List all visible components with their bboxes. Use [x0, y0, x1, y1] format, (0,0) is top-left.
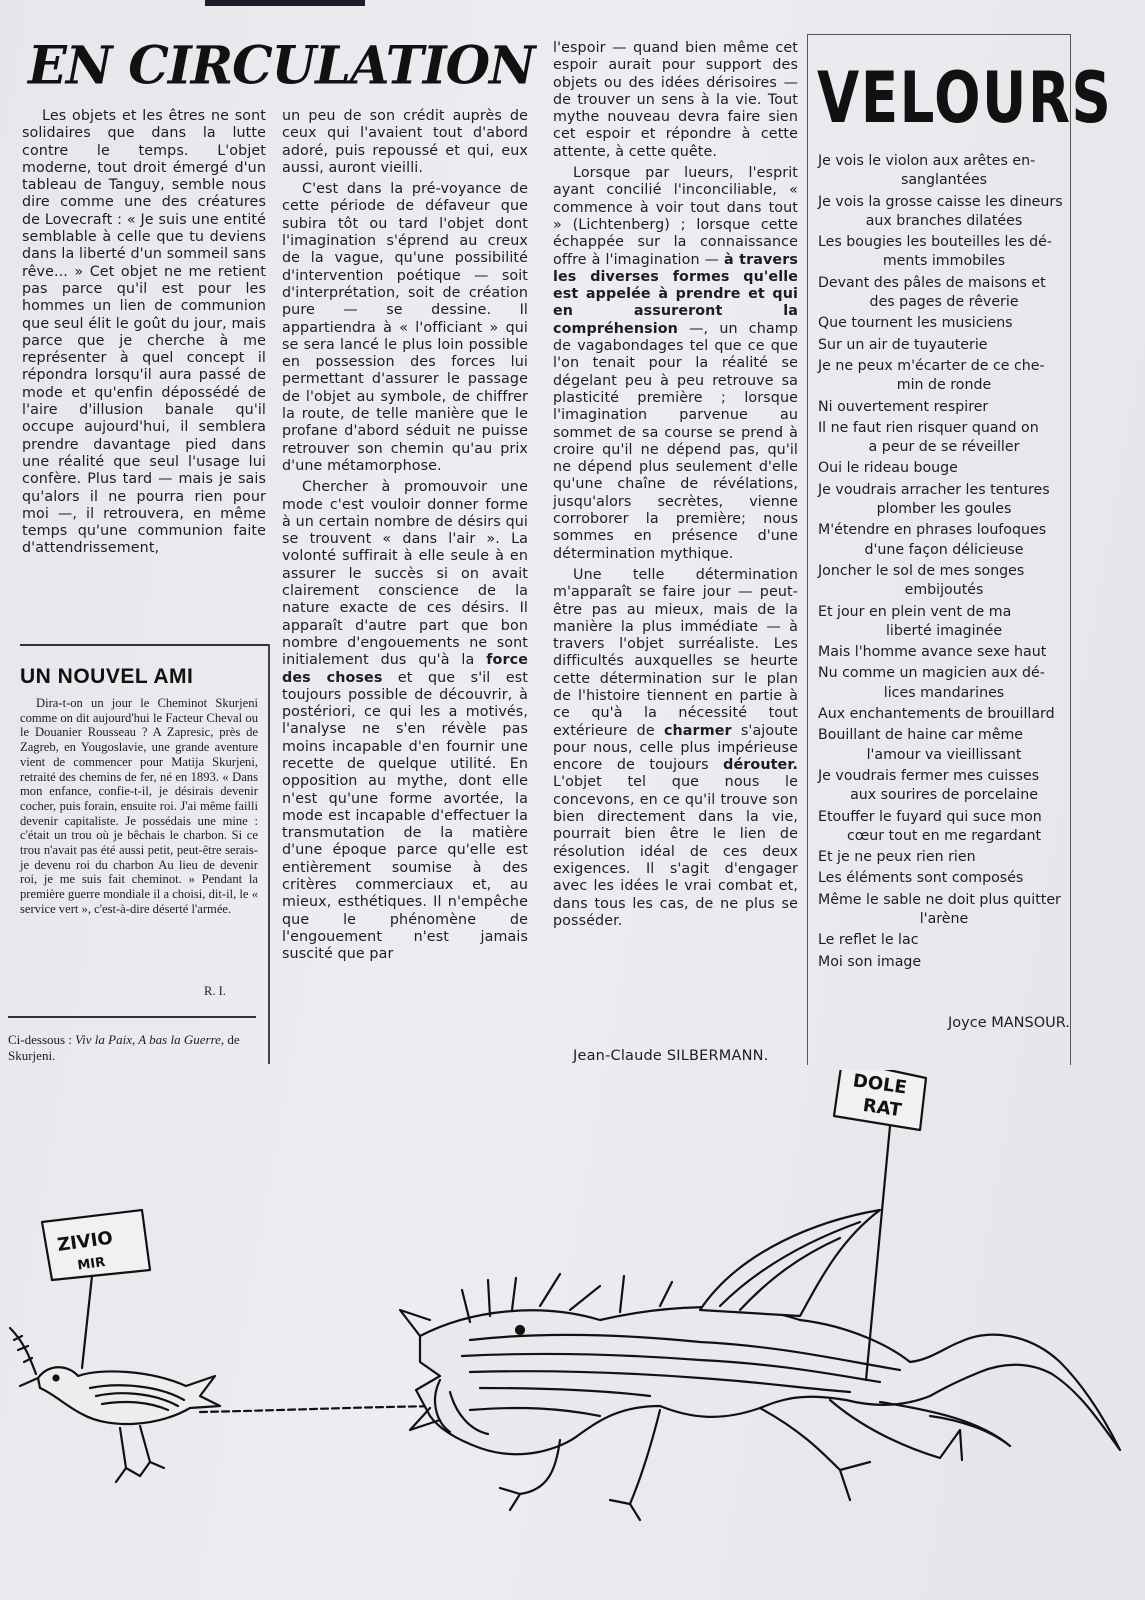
sidebar-initials: R. I. [204, 984, 226, 998]
poem-line-continuation: min de ronde [896, 377, 992, 394]
poem-line-continuation: aux branches dilatées [865, 212, 1023, 229]
poem-line-continuation: l'amour va vieillissant [866, 746, 1022, 763]
divider-rule [20, 644, 268, 646]
poem-line-continuation: liberté imaginée [885, 622, 1003, 639]
sign-left-text-1: ZIVIO [55, 1227, 115, 1257]
poem-line: Et je ne peux rien rien [818, 849, 976, 866]
article-paragraph: l'espoir — quand bien même cet espoir aurait pour support des objets ou des idées dérisoires — de trouver un sens à la vie. Tout mythe nouveau devra faire sien cet espoir et répondre à cette attente, à cette quête. [553, 40, 798, 160]
dove-figure [10, 1328, 220, 1482]
poem-line: Joncher le sol de mes songes [818, 562, 1025, 579]
article-title: EN CIRCULATION [28, 35, 535, 97]
article-paragraph: Lorsque par lueurs, l'esprit ayant concilié l'inconciliable, « commence à voir tout dans tout » (Lichtenberg) ; lorsque cette échappée sur la connaissance offre à l'imagination — à travers les diverses formes qu'elle est appelée à prendre et qui en assureront la compréhension —, un champ de vagabondages tel que ce que l'on tenait pour la réalité se dégelant peu à peu retrouve sa plasticité première ; lorsque l'imagination parvenue au sommet de sa course se prend à croire qu'il ne dépend pas, qu'il ne dépend plus seulement d'elle qu'une chaîne de révélations, jusqu'alors secrètes, vienne corroborer la première; nous sommes en présence d'une détermination mythique. [553, 165, 798, 562]
bold-phrase: charmer [663, 722, 732, 739]
sign-left [42, 1210, 150, 1368]
sidebar-title: UN NOUVEL AMI [20, 665, 194, 688]
article-column-3 [553, 40, 798, 930]
poem-line: Le reflet le lac [818, 932, 919, 949]
poem-line: Je vois la grosse caisse les dineurs [818, 193, 1063, 210]
poem-line-continuation: d'une façon délicieuse [864, 541, 1024, 558]
poem-line: Moi son image [818, 953, 922, 970]
poem-line: Je voudrais fermer mes cuisses [818, 767, 1040, 784]
bold-phrase: force des choses [282, 652, 528, 686]
poem-line: Aux enchantements de brouillard [818, 706, 1055, 723]
divider-rule [268, 644, 270, 1064]
poem-line-continuation: a peur de se réveiller [868, 439, 1020, 456]
sign-right-text-1: DOLE [851, 1070, 908, 1099]
poem-line: Les éléments sont composés [818, 870, 1024, 887]
poem-line: Nu comme un magicien aux dé- [818, 665, 1045, 682]
poem-line: Il ne faut rien risquer quand on [818, 419, 1039, 436]
article-paragraph: Les objets et les êtres ne sont solidaires que dans la lutte contre le temps. L'objet moderne, tout droit émergé d'un tableau de Tanguy, semble nous dire comme une des créatures de Lovecraft : « Je suis une entité semblable à celle que tu deviens dans la liberté d'un sommeil sans rêve... » Cet objet ne me retient pas parce qu'il est pour les hommes un lien de communion que seul élit le goût du jour, mais parce que je cherche à me représenter à quel concept il répondra lorsqu'il aura passé de mode et qu'enfin dépossédé de l'aire d'illusion banale qu'il occupe aujourd'hui, il semblera prendre davantage pied dans une réalité que seul l'usage lui confère. Plus tard — mais je sais qu'alors il ne pourra rien pour moi —, il retrouvera, en même temps qu'une communion faite d'attendrissement, [22, 108, 266, 557]
poem-line: Je vois le violon aux arêtes en- [818, 153, 1036, 169]
skurjeni-drawing [0, 1070, 1145, 1600]
poem-line: Oui le rideau bouge [818, 460, 958, 477]
article-signature: Jean-Claude SILBERMANN. [573, 1048, 769, 1064]
sidebar-text-block [20, 696, 258, 917]
poem-line: Devant des pâles de maisons et [818, 274, 1046, 291]
poem-line: Même le sable ne doit plus quitter [818, 891, 1061, 908]
top-edge-bar [205, 0, 365, 6]
poem-line-continuation: ments immobiles [882, 253, 1006, 270]
poem-line-continuation: plomber les goules [876, 501, 1012, 518]
poem-line-continuation: lices mandarines [883, 684, 1005, 701]
article-paragraph: C'est dans la pré-voyance de cette période de défaveur que subira tôt ou tard l'objet dont l'imagination s'éprend au creux de la vague, qu'une possibilité d'intervention poétique — soit d'interprétation, soit de création pure — se dessine. Il appartiendra à « l'officiant » qui se sera lancé le plus loin possible en possession des forces lui permettant d'assurer le passage de l'objet au symbole, de chiffrer la route, de telle manière que le profane d'abord séduit ne puisse retrouver son chemin qu'au prix d'une métamorphose. [282, 181, 528, 474]
bold-phrase: dérouter. [723, 757, 798, 774]
poem-title: VELOURS [817, 57, 1113, 139]
poem-line: Les bougies les bouteilles les dé- [818, 234, 1052, 251]
poem-line: Et jour en plein vent de ma [818, 603, 1012, 620]
poem-line-gap [818, 972, 1070, 974]
poem-line: Que tournent les musiciens [818, 315, 1013, 332]
poem-line-continuation: des pages de rêverie [869, 294, 1019, 311]
article-column-1 [22, 108, 266, 558]
sign-left-text-2: MIR [76, 1254, 107, 1274]
sign-right-text-2: RAT [861, 1094, 903, 1122]
poem-line-continuation: l'arène [919, 910, 969, 927]
poem-line: Etouffer le fuyard qui suce mon [818, 808, 1042, 825]
poem-line: Je ne peux m'écarter de ce che- [818, 357, 1045, 374]
poem-line-continuation: cœur tout en me regardant [846, 827, 1042, 844]
poem-line: M'étendre en phrases loufoques [818, 522, 1047, 539]
poem-author: Joyce MANSOUR. [948, 1015, 1070, 1031]
article-paragraph: un peu de son crédit auprès de ceux qui l'avaient tout d'abord adoré, puis repoussé et qui, eux aussi, auront vieilli. [282, 108, 528, 176]
illustration-caption: Ci-dessous : Viv la Paix, A bas la Guerre, de Skurjeni. [8, 1032, 240, 1063]
bold-phrase: à travers les diverses formes qu'elle est appelée à prendre et qui en assureront la compréhension [553, 251, 798, 337]
poem-line: Je voudrais arracher les tentures [818, 481, 1050, 498]
article-column-2 [282, 108, 528, 964]
article-paragraph: Une telle détermination m'apparaît se faire jour — peut-être pas au mieux, mais de la manière la plus immédiate — à travers l'objet surréaliste. Les difficultés auxquelles se heurte cette détermination sur le plan de l'histoire tiennent en partie à ce qu'à la nécessité tout extérieure de charmer s'ajoute pour nous, celle plus impérieuse encore de toujours dérouter. L'objet tel que nous le concevons, en ce qu'il trouve son bien directement dans la vie, pourrait bien être le lien de résolution idéal de ces deux exigences. Il s'agit d'engager avec les idées le vrai combat et, dans tous les cas, de ne plus se posséder. [553, 566, 798, 929]
dragon-figure [400, 1070, 1120, 1520]
poem-line: Mais l'homme avance sexe haut [818, 644, 1047, 661]
poem-body [818, 152, 1070, 974]
sidebar-paragraph: Dira-t-on un jour le Cheminot Skurjeni comme on dit aujourd'hui le Facteur Cheval ou le Douanier Rousseau ? A Zapresic, près de Zagreb, en Yougoslavie, une grande aventure vient de commencer pour Matija Skurjeni, retraité des chemins de fer, né en 1893. « Dans mon enfance, confie-t-il, je désirais devenir cocher, puis forain, ensuite roi. J'ai même failli devenir capitaliste. Je possédais une mine : c'était un trou où je bêchais le charbon. Si ce trou n'avait pas été aussi petit, peut-être serais-je devenu roi du charbon Au lieu de devenir roi, je me suis fait cheminot. » Pendant la première guerre mondiale il a choisi, dit-il, le « service vert », c'est-à-dire déserté l'armée. [20, 696, 258, 916]
article-paragraph: Chercher à promouvoir une mode c'est vouloir donner forme à un certain nombre de désirs qui se trouvent « dans l'air ». La volonté suffirait à elle seule à en assurer le succès si on avait clairement conscience de la nature exacte de ces désirs. Il apparaît d'autre part que bon nombre d'engouements ne sont initialement dus qu'à la force des choses et que s'il est toujours possible de découvrir, à postériori, ce qui les a motivés, l'analyse ne s'en révèle pas moins incapable d'en fournir une recette de quelque utilité. En opposition au mythe, dont elle n'est qu'une forme avortée, la mode est incapable d'effectuer la transmutation de la matière d'une époque parce qu'elle est entièrement soumise à des critères commerciaux et, au mieux, esthétiques. Il n'empêche que le phénomène de l'engouement n'est jamais suscité que par [282, 479, 528, 963]
poem-line: Bouillant de haine car même [818, 727, 1024, 744]
poem-line-continuation: embijoutés [904, 582, 984, 599]
poem-line: Ni ouvertement respirer [818, 398, 989, 415]
poem-line: Sur un air de tuyauterie [818, 336, 988, 353]
poem-line-continuation: sanglantées [900, 172, 988, 189]
divider-rule [8, 1016, 256, 1018]
poem-line-continuation: aux sourires de porcelaine [850, 787, 1038, 804]
